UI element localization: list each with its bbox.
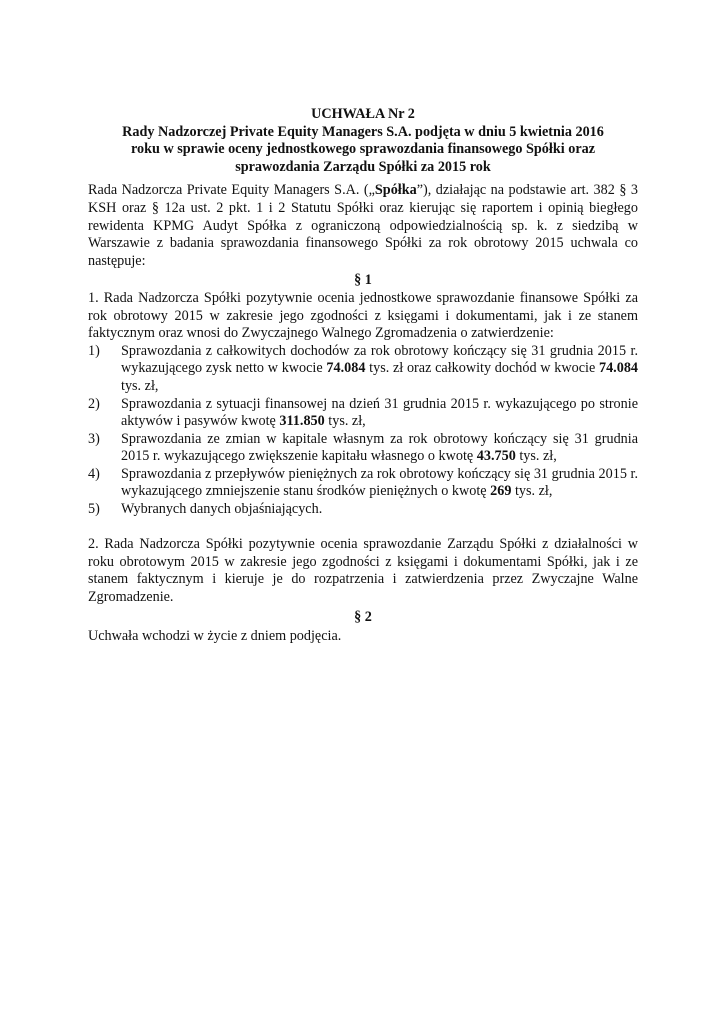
title-line-3: roku w sprawie oceny jednostkowego sprawozdania finansowego Spółki oraz	[130, 141, 596, 158]
paragraph-spacer	[88, 519, 638, 537]
item-text-part: tys. zł,	[324, 413, 366, 430]
item-amount: 311.850	[279, 413, 325, 430]
list-item	[88, 466, 638, 501]
list-item-text	[121, 431, 638, 466]
section-2-mark: § 2	[354, 608, 372, 625]
item-amount: 43.750	[476, 448, 516, 465]
list-item	[88, 396, 638, 431]
item-amount: 74.084	[598, 360, 638, 377]
item-text-part: Sprawozdania z całkowitych dochodów za rok obrotowy kończący się 31 grudnia 2015 r. wykazującego zysk netto w kwocie	[121, 342, 638, 377]
item-text-part: Sprawozdania ze zmian w kapitale własnym za rok obrotowy kończący się 31 grudnia 2015 r. wykazującego zwiększenie kapitału własnego o kwotę	[121, 430, 638, 465]
resolution-title	[88, 106, 638, 176]
item-text-part: tys. zł oraz całkowity dochód w kwocie	[365, 360, 599, 377]
document-page	[88, 106, 638, 646]
list-item-number: 4)	[88, 465, 100, 482]
item-text-part: Sprawozdania z przepływów pieniężnych za rok obrotowy kończący się 31 grudnia 2015 r. wykazującego zmniejszenie stanu środków pieniężnych o kwotę	[121, 465, 638, 500]
item-text-part: tys. zł,	[121, 377, 159, 394]
section-1-point-2: 2. Rada Nadzorcza Spółki pozytywnie ocenia sprawozdanie Zarządu Spółki z działalności w roku obrotowym 2015 w zakresie jego zgodności z księgami i dokumentami Spółki, jak i ze stanem faktycznym i kieruje je do rozpatrzenia i zatwierdzenia przez Zwyczajne Walne Zgromadzenie.	[88, 536, 638, 606]
item-text-part: tys. zł,	[515, 448, 557, 465]
title-line-2: Rady Nadzorczej Private Equity Managers S.A. podjęta w dniu 5 kwietnia 2016	[122, 123, 604, 140]
approval-list	[88, 343, 638, 519]
intro-company-term: Spółka	[374, 182, 417, 199]
title-line-1: UCHWAŁA Nr 2	[311, 106, 415, 122]
section-2-text: Uchwała wchodzi w życie z dniem podjęcia.	[88, 628, 342, 645]
section-1-point-1: 1. Rada Nadzorcza Spółki pozytywnie ocenia jednostkowe sprawozdanie finansowe Spółki za rok obrotowy 2015 w zakresie jego zgodności z księgami i dokumentami, jak i ze stanem faktycznym oraz wnosi do Zwyczajnego Walnego Zgromadzenia o zatwierdzenie:	[88, 289, 638, 342]
list-item-text	[121, 396, 638, 431]
intro-text-start: Rada Nadzorcza Private Equity Managers S.A. („	[88, 182, 375, 199]
list-item-number: 1)	[88, 342, 100, 359]
list-item	[88, 501, 638, 519]
intro-paragraph	[88, 182, 638, 270]
list-item-text: Wybranych danych objaśniających.	[121, 501, 323, 518]
item-text-part: tys. zł,	[511, 483, 553, 500]
item-amount: 269	[490, 483, 512, 500]
list-item-text	[121, 466, 638, 501]
list-item-number: 2)	[88, 395, 100, 412]
section-1-mark: § 1	[354, 272, 372, 289]
list-item	[88, 431, 638, 466]
list-item-number: 5)	[88, 501, 100, 518]
list-item	[88, 343, 638, 396]
intro-text-end: ”), działając na podstawie art. 382 § 3 KSH oraz § 12a ust. 2 pkt. 1 i 2 Statutu Spółki oraz kierując się raportem i opinią biegłego rewidenta KPMG Audyt Spółka z ograniczoną odpowiedzialnością sp. k. z siedzibą w Warszawie z badania sprawozdania finansowego Spółki za rok obrotowy 2015 uchwala co następuje:	[88, 182, 638, 269]
list-item-number: 3)	[88, 430, 100, 447]
list-item-text	[121, 343, 638, 396]
title-line-4: sprawozdania Zarządu Spółki za 2015 rok	[235, 158, 491, 175]
item-amount: 74.084	[326, 360, 366, 377]
item-text-part: Sprawozdania z sytuacji finansowej na dzień 31 grudnia 2015 r. wykazującego po stronie aktywów i pasywów kwotę	[121, 395, 638, 430]
